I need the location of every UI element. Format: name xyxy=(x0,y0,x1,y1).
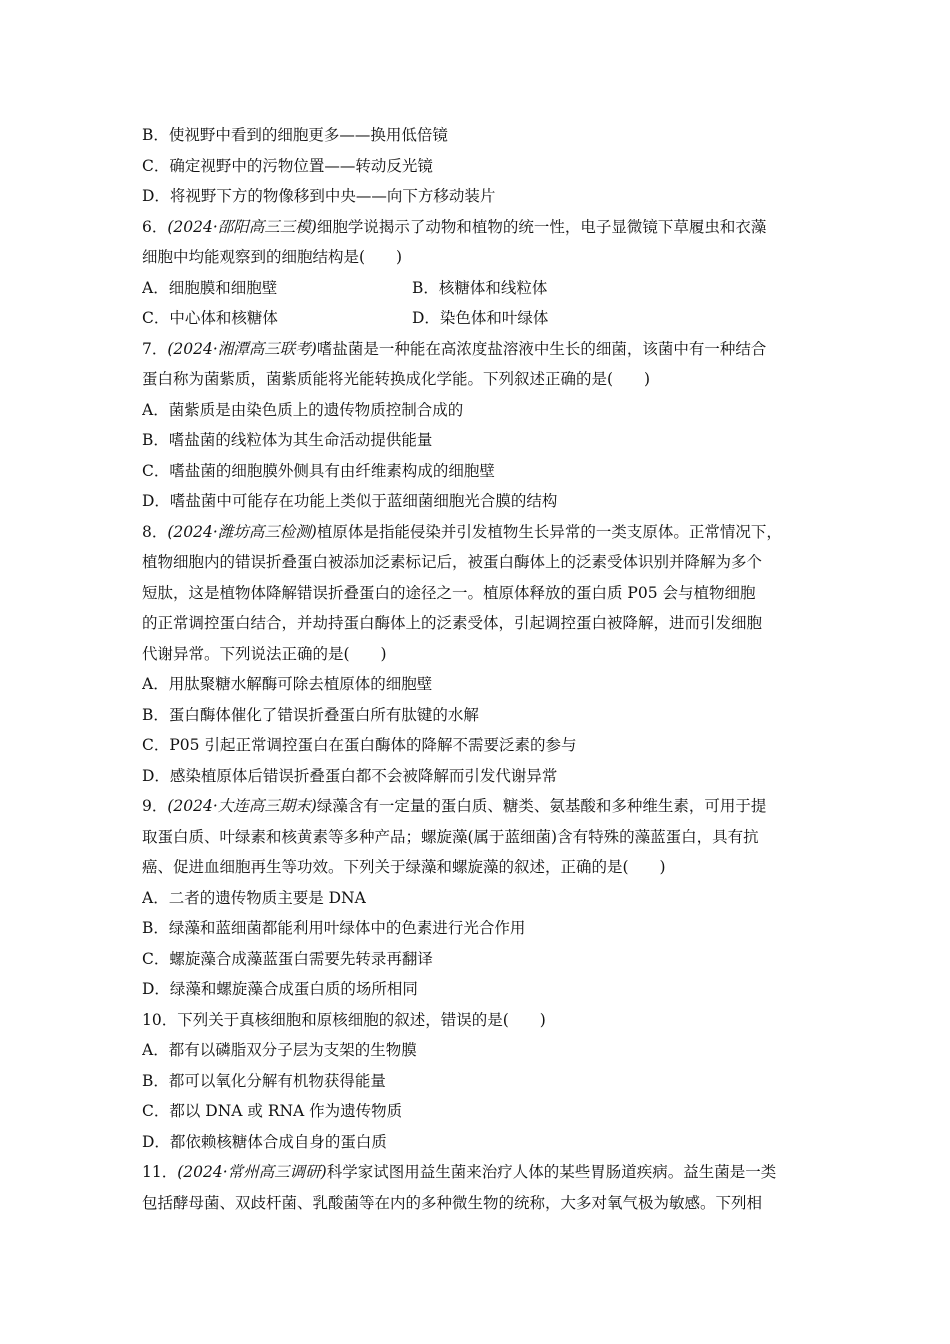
q7-option-a: A．菌紫质是由染色质上的遗传物质控制合成的 xyxy=(142,400,464,419)
q11-stem-line2: 包括酵母菌、双歧杆菌、乳酸菌等在内的多种微生物的统称，大多对氧气极为敏感。下列相 xyxy=(142,1193,763,1212)
q8-stem-line3: 短肽，这是植物体降解错误折叠蛋白的途径之一。植原体释放的蛋白质 P05 会与植物细胞 xyxy=(142,583,756,602)
q6-option-c: C．中心体和核糖体 xyxy=(142,309,278,327)
q7-option-b: B．嗜盐菌的线粒体为其生命活动提供能量 xyxy=(142,431,433,449)
q10-option-d: D．都依赖核糖体合成自身的蛋白质 xyxy=(142,1132,387,1151)
q6-options-row1 xyxy=(142,273,814,304)
q6-source: (2024·邵阳高三三模) xyxy=(167,217,317,236)
q10-option-c: C．都以 DNA 或 RNA 作为遗传物质 xyxy=(142,1102,403,1120)
q7-source: (2024·湘潭高三联考) xyxy=(167,339,317,358)
q8-stem-line4: 的正常调控蛋白结合，并劫持蛋白酶体上的泛素受体，引起调控蛋白被降解，进而引发细胞 xyxy=(142,614,763,632)
q9-stem-text1: 绿藻含有一定量的蛋白质、糖类、氨基酸和多种维生素，可用于提 xyxy=(316,797,767,815)
q7-option-c: C．嗜盐菌的细胞膜外侧具有由纤维素构成的细胞壁 xyxy=(142,461,495,480)
q8-stem-text1: 植原体是指能侵染并引发植物生长异常的一类支原体。正常情况下， xyxy=(316,522,782,541)
q7-number: 7． xyxy=(142,339,168,358)
q9-source: (2024·大连高三期末) xyxy=(167,797,317,815)
q9-option-b: B．绿藻和蓝细菌都能利用叶绿体中的色素进行光合作用 xyxy=(142,919,526,937)
q6-option-a: A．细胞膜和细胞壁 xyxy=(142,278,278,297)
q6-stem-text1: 细胞学说揭示了动物和植物的统一性，电子显微镜下草履虫和衣藻 xyxy=(316,217,767,236)
q9-stem-line2: 取蛋白质、叶绿素和核黄素等多种产品；螺旋藻(属于蓝细菌)含有特殊的藻蓝蛋白，具有抗 xyxy=(142,827,759,846)
q11-source: (2024·常州高三调研) xyxy=(177,1163,327,1181)
q5-option-b: B．使视野中看到的细胞更多——换用低倍镜 xyxy=(142,126,448,144)
exam-page xyxy=(142,120,814,1218)
q9-stem-line3: 癌、促进血细胞再生等功效。下列关于绿藻和螺旋藻的叙述，正确的是( ) xyxy=(142,858,666,876)
q6-stem-line2: 细胞中均能观察到的细胞结构是( ) xyxy=(142,248,403,266)
q7-stem-line2: 蛋白称为菌紫质，菌紫质能将光能转换成化学能。下列叙述正确的是( ) xyxy=(142,370,651,388)
q11-stem-text1: 科学家试图用益生菌来治疗人体的某些胃肠道疾病。益生菌是一类 xyxy=(326,1163,777,1181)
q8-option-a: A．用肽聚糖水解酶可除去植原体的细胞壁 xyxy=(142,675,433,693)
q9-option-d: D．绿藻和螺旋藻合成蛋白质的场所相同 xyxy=(142,980,418,998)
q8-stem-line2: 植物细胞内的错误折叠蛋白被添加泛素标记后，被蛋白酶体上的泛素受体识别并降解为多个 xyxy=(142,553,763,571)
q6-options-row2 xyxy=(142,303,814,334)
q10-stem-line1: 10．下列关于真核细胞和原核细胞的叙述，错误的是( ) xyxy=(142,1010,546,1029)
q7-stem-line1 xyxy=(142,334,814,365)
q6-option-d: D．染色体和叶绿体 xyxy=(412,309,549,327)
q8-option-d: D．感染植原体后错误折叠蛋白都不会被降解而引发代谢异常 xyxy=(142,766,558,785)
q6-number: 6． xyxy=(142,217,168,236)
q10-option-b: B．都可以氧化分解有机物获得能量 xyxy=(142,1071,386,1090)
q7-stem-text1: 嗜盐菌是一种能在高浓度盐溶液中生长的细菌，该菌中有一种结合 xyxy=(316,339,767,358)
q8-number: 8． xyxy=(142,522,168,541)
q9-stem-line1 xyxy=(142,791,814,822)
q9-option-c: C．螺旋藻合成藻蓝蛋白需要先转录再翻译 xyxy=(142,949,433,968)
q5-option-c: C．确定视野中的污物位置——转动反光镜 xyxy=(142,156,433,175)
q8-stem-line5: 代谢异常。下列说法正确的是( ) xyxy=(142,644,387,663)
q6-stem-line1 xyxy=(142,212,814,243)
q5-option-d: D．将视野下方的物像移到中央——向下方移动装片 xyxy=(142,187,496,205)
q11-stem-line1 xyxy=(142,1157,814,1188)
q11-number: 11． xyxy=(142,1163,178,1181)
q9-option-a: A．二者的遗传物质主要是 DNA xyxy=(142,888,366,907)
q8-option-c: C．P05 引起正常调控蛋白在蛋白酶体的降解不需要泛素的参与 xyxy=(142,736,577,754)
q8-stem-line1 xyxy=(142,517,814,548)
q7-option-d: D．嗜盐菌中可能存在功能上类似于蓝细菌细胞光合膜的结构 xyxy=(142,492,558,510)
q8-source: (2024·潍坊高三检测) xyxy=(167,522,317,541)
q8-option-b: B．蛋白酶体催化了错误折叠蛋白所有肽键的水解 xyxy=(142,705,479,724)
q10-option-a: A．都有以磷脂双分子层为支架的生物膜 xyxy=(142,1041,417,1059)
q9-number: 9． xyxy=(142,797,168,815)
q6-option-b: B．核糖体和线粒体 xyxy=(412,278,548,297)
